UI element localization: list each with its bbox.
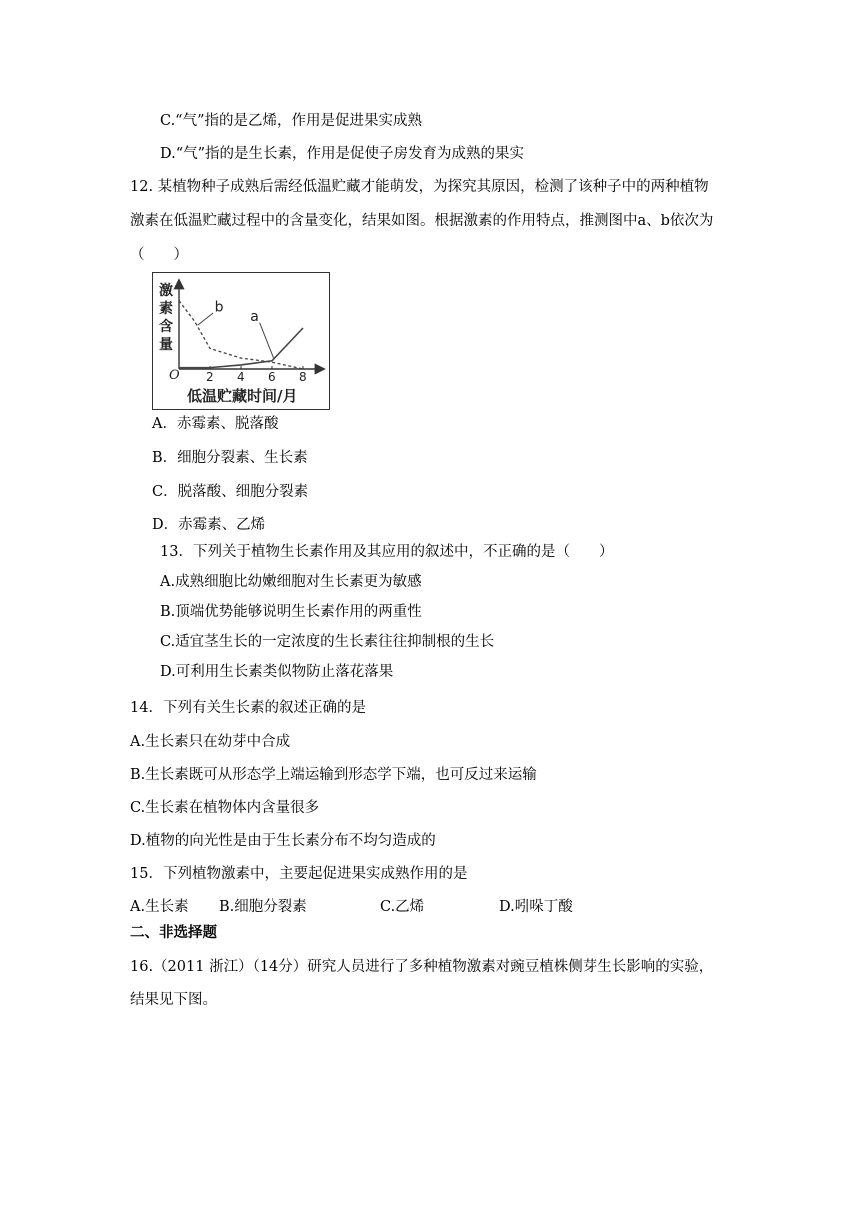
section-title: 二、非选择题 (130, 924, 217, 941)
series-b-leader (198, 313, 214, 325)
q14-option-c: C.生长素在植物体内含量很多 (130, 800, 320, 816)
series-line-a (179, 328, 303, 368)
x-tick-label: 2 (206, 370, 214, 384)
q13-option-d: D.可利用生长素类似物防止落花落果 (160, 664, 394, 680)
origin-label: O (169, 368, 180, 383)
chart-svg (153, 273, 329, 409)
y-axis-label-char: 量 (159, 337, 173, 353)
q11-option-d: D.“气”指的是生长素，作用是促使子房发育为成熟的果实 (160, 146, 525, 162)
q13-option-b: B.顶端优势能够说明生长素作用的两重性 (160, 604, 422, 620)
x-tick-label: 6 (268, 370, 276, 384)
q15-option-d: D.吲哚丁酸 (499, 899, 573, 915)
y-axis-label-char: 激 (159, 283, 173, 299)
series-label-b: b (214, 299, 224, 316)
q12-stem-line2: 激素在低温贮藏过程中的含量变化，结果如图。根据激素的作用特点，推测图中a、b依次为 (130, 213, 714, 229)
x-axis-label: 低温贮藏时间/月 (187, 387, 298, 405)
q11-option-c: C.“气”指的是乙烯，作用是促进果实成熟 (160, 113, 423, 129)
q12-option-d: D．赤霉素、乙烯 (152, 517, 266, 533)
series-a-leader (260, 323, 274, 359)
y-axis-label-char: 素 (159, 301, 173, 317)
q12-option-b: B．细胞分裂素、生长素 (152, 450, 308, 466)
q15-option-c: C.乙烯 (380, 899, 425, 915)
series-label-a: a (250, 309, 259, 326)
q14-option-a: A.生长素只在幼芽中合成 (130, 734, 291, 750)
q15-option-b: B.细胞分裂素 (219, 899, 307, 915)
q14-option-d: D.植物的向光性是由于生长素分布不均匀造成的 (130, 833, 436, 849)
q15-stem: 15．下列植物激素中，主要起促进果实成熟作用的是 (130, 866, 468, 882)
q12-stem-line3: （ ） (130, 247, 188, 263)
q13-option-a: A.成熟细胞比幼嫩细胞对生长素更为敏感 (160, 574, 422, 590)
q16-line1: 16.（2011 浙江）（14分）研究人员进行了多种植物激素对豌豆植株侧芽生长影响的实验， (130, 959, 714, 975)
q13-stem: 13．下列关于植物生长素作用及其应用的叙述中，不正确的是（ ） (160, 544, 614, 560)
hormone-content-chart (152, 272, 330, 410)
x-tick-label: 4 (237, 370, 245, 384)
q12-option-a: A．赤霉素、脱落酸 (152, 416, 279, 432)
q16-line2: 结果见下图。 (130, 992, 217, 1008)
q15-option-a: A.生长素 (130, 899, 189, 915)
x-tick-label: 8 (299, 370, 307, 384)
q14-stem: 14．下列有关生长素的叙述正确的是 (130, 700, 366, 716)
q12-option-c: C．脱落酸、细胞分裂素 (152, 484, 309, 500)
q14-option-b: B.生长素既可从形态学上端运输到形态学下端，也可反过来运输 (130, 767, 537, 783)
y-axis-label (159, 282, 173, 353)
y-axis-label-char: 含 (159, 319, 173, 335)
q13-option-c: C.适宜茎生长的一定浓度的生长素往往抑制根的生长 (160, 634, 495, 650)
series-line-b (179, 301, 303, 369)
q12-stem-line1: 12. 某植物种子成熟后需经低温贮藏才能萌发，为探究其原因，检测了该种子中的两种植物 (130, 179, 709, 195)
